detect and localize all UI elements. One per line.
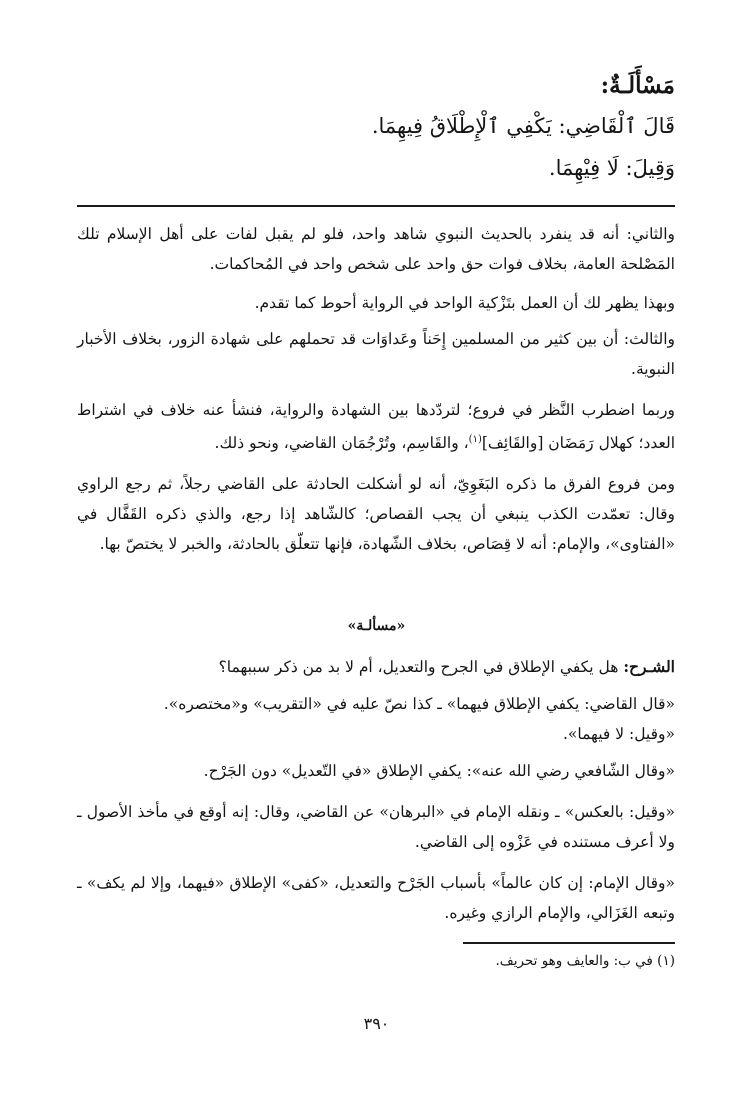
commentary-paragraph-3: والثالث: أن بين كثير من المسلمين إِحَناً وعَداوَات قد تحملهم على شهادة الزور، بخلاف الأخبار النبوية. bbox=[77, 330, 675, 378]
sharh-intro bbox=[77, 652, 675, 682]
sharh-quote-2: «وقيل: لا فيهما». bbox=[562, 725, 675, 743]
matn-separator-rule bbox=[77, 205, 675, 207]
sharh-quote-1: «قال القاضي: يكفي الإطلاق فيهما» ـ كذا نصّ عليه في «التقريب» و«مختصره». bbox=[163, 695, 675, 713]
commentary-paragraph-5: ومن فروع الفرق ما ذكره البَغَوِيّ، أنه لو أشكلت الحادثة على القاضي رجلاً، ثم رجع الراوي وقال: تعمّدت الكذب ينبغي أن يجب القصاص؛ كالشّاهد إذا رجع، والذي ذكره القَفَّال في «الفتاوى»، والإمام: أنه لا قِصَاص، بخلاف الشّهادة، فإنها تتعلّق بالحادثة، والخبر لا يختصّ بها. bbox=[77, 475, 675, 553]
footnote-reference[interactable]: (١) bbox=[468, 434, 482, 445]
footnote bbox=[77, 950, 675, 972]
sharh-label: الشـرح: bbox=[623, 657, 675, 676]
sharh-quote-5: «وقال الإمام: إن كان عالماً» بأسباب الجَرْح والتعديل، «كفى» الإطلاق «فيهما، وإلا لم يكف» ـ وتبعه الغَزَالي، والإمام الرازي وغيره. bbox=[77, 874, 675, 922]
sharh-intro-text: هل يكفي الإطلاق في الجرح والتعديل، أم لا بد من ذكر سببهما؟ bbox=[218, 658, 624, 676]
page-number: ٣٩٠ bbox=[363, 1014, 390, 1033]
sharh-section-title: «مسألـة» bbox=[347, 618, 406, 634]
commentary-paragraph-2: وبهذا يظهر لك أن العمل بتَزْكية الواحد في الرواية أحوط كما تقدم. bbox=[254, 294, 675, 312]
commentary-paragraph-4 bbox=[77, 395, 675, 458]
commentary-text: ، والقَاسِم، وتُرْجُمَان القاضي، ونحو ذلك. bbox=[214, 434, 469, 453]
footnote-separator-rule bbox=[463, 942, 675, 944]
sharh-quote-4: «وقيل: بالعكس» ـ ونقله الإمام في «البرهان» عن القاضي، وقال: إنه أوقع في مأخذ الأصول ـ ولا أعرف مستنده في عَزْوه إلى القاضي. bbox=[77, 803, 675, 851]
commentary-text: وربما اضطرب النَّظر في فروع؛ لتردّدها بين الشهادة والرواية، فنشأ عنه خلاف في اشتراط العدد؛ كهلال رَمَضَان [والقَائِف] bbox=[77, 401, 675, 453]
sharh-quote-3: «وقال الشّافعي رضي الله عنه»: يكفي الإطلاق «في التّعديل» دون الجَرْح. bbox=[203, 762, 675, 780]
commentary-paragraph-1: والثاني: أنه قد ينفرد بالحديث النبوي شاهد واحد، فلو لم يقبل لفات على أهل الإسلام تلك المَصْلحة العامة، بخلاف فوات حق واحد على شخص واحد في المُحاكمات. bbox=[77, 225, 675, 273]
matn-line-1: قَالَ ٱلْقَاضِي: يَكْفِي ٱلْإِطْلَاقُ فِيهِمَا. bbox=[371, 114, 675, 138]
footnote-number: (١) bbox=[657, 953, 675, 969]
footnote-text: في ب: والعايف وهو تحريف. bbox=[495, 953, 658, 969]
matn-line-2: وَقِيلَ: لَا فِيْهِمَا. bbox=[548, 156, 675, 180]
matn-heading: مَسْأَلَـةٌ: bbox=[600, 72, 675, 99]
